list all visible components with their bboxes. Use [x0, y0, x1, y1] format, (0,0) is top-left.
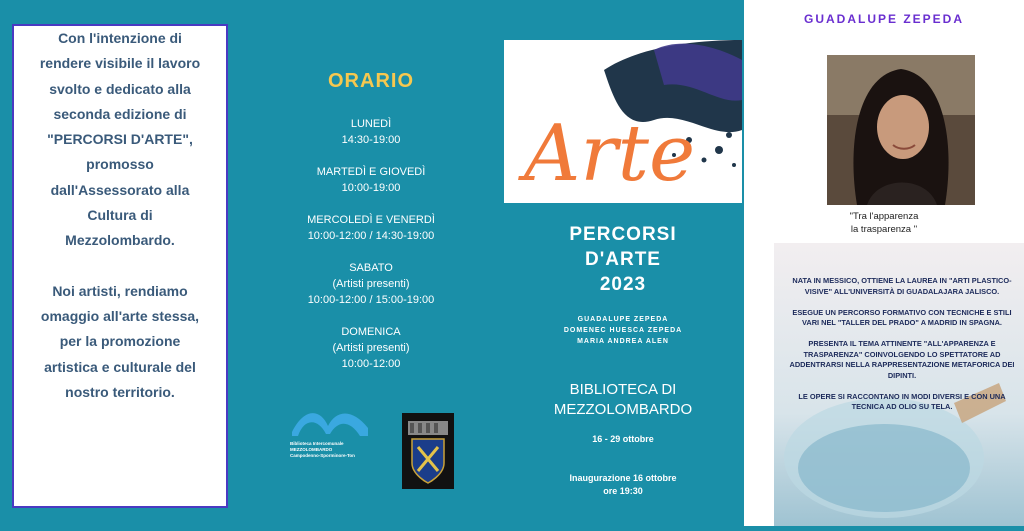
artists-list [504, 314, 742, 347]
schedule-day: MERCOLEDÌ E VENERDÌ [307, 214, 435, 226]
schedule-title: ORARIO [328, 70, 414, 92]
schedule-hours: 10:00-12:00 / 15:00-19:00 [307, 294, 435, 306]
art-splash-icon [504, 40, 742, 203]
schedule-entry [250, 324, 492, 372]
schedule-hours: 14:30-19:00 [341, 134, 401, 146]
intro-text [32, 26, 208, 405]
schedule-hours: 10:00-19:00 [341, 182, 401, 194]
bio-paragraph: ESEGUE UN PERCORSO FORMATIVO CON TECNICHE E STILI VARI NEL "TALLER DEL PRADO" A MADRID IN SPAGNA. [792, 307, 1012, 327]
artist-heading: GUADALUPE ZEPEDA [803, 12, 964, 26]
schedule-hours: 10:00-12:00 / 14:30-19:00 [307, 230, 435, 242]
artist-name: GUADALUPE ZEPEDA [577, 316, 669, 323]
event-dates: 16 - 29 ottobre [592, 434, 654, 444]
portrait-icon [827, 55, 975, 205]
artist-portrait [827, 55, 975, 205]
intro-paragraph-2: Noi artisti, rendiamo omaggio all'arte stessa, per la promozione artistica e culturale del nostro territorio. [40, 282, 200, 400]
coat-of-arms [402, 413, 454, 489]
bio-paragraph: PRESENTA IL TEMA ATTINENTE "ALL'APPARENZA E TRASPARENZA" COINVOLGENDO LO SPETTATORE AD ADDENTRARSI NELLA RAPPRESENTAZIONE METAFORICA DEI DIPINTI. [789, 339, 1015, 380]
intro-paragraph-1: Con l'intenzione di rendere visibile il lavoro svolto e dedicato alla seconda edizione di "PERCORSI D'ARTE", promosso dall'Assessorato alla Cultura di Mezzolombardo. [39, 30, 201, 249]
artist-name: MARIA ANDREA ALEN [577, 338, 669, 345]
artist-quote: "Tra l'apparenza la trasparenza " [849, 211, 919, 235]
bio-paragraph: NATA IN MESSICO, OTTIENE LA LAUREA IN "ARTI PLASTICO-VISIVE" ALL'UNIVERSITÀ DI GUADALAJARA JALISCO. [792, 276, 1012, 296]
venue: BIBLIOTECA DI MEZZOLOMBARDO [553, 381, 693, 418]
event-title: PERCORSI D'ARTE 2023 [569, 224, 677, 295]
bio-paragraph: LE OPERE SI RACCONTANO IN MODI DIVERSI E CON UNA TECNICA AD OLIO SU TELA. [798, 391, 1006, 411]
schedule-day: SABATO [349, 262, 393, 274]
schedule-hours: 10:00-12:00 [341, 358, 401, 370]
schedule-entry [250, 212, 492, 244]
schedule-entry [250, 260, 492, 308]
artist-bio [784, 276, 1020, 423]
artist-name: DOMENEC HUESCA ZEPEDA [563, 327, 683, 334]
inauguration: Inaugurazione 16 ottobre ore 19:30 [569, 473, 677, 496]
schedule-day: LUNEDÌ [350, 118, 392, 130]
schedule-entry [250, 164, 492, 196]
library-wave-icon [290, 406, 370, 436]
schedule-panel [250, 0, 492, 526]
library-logo [290, 406, 370, 462]
schedule-day: DOMENICA [341, 326, 401, 338]
schedule-entry [250, 116, 492, 148]
art-word: Arte [524, 109, 696, 199]
schedule-day: MARTEDÌ E GIOVEDÌ [316, 166, 426, 178]
schedule-note: (Artisti presenti) [332, 278, 410, 290]
library-logo-text: Biblioteca Intercomunale MEZZOLOMBARDO Campodenno-Sporminore-Ton [290, 441, 355, 458]
crest-icon [402, 413, 454, 489]
art-image [504, 40, 742, 203]
schedule-note: (Artisti presenti) [332, 342, 410, 354]
